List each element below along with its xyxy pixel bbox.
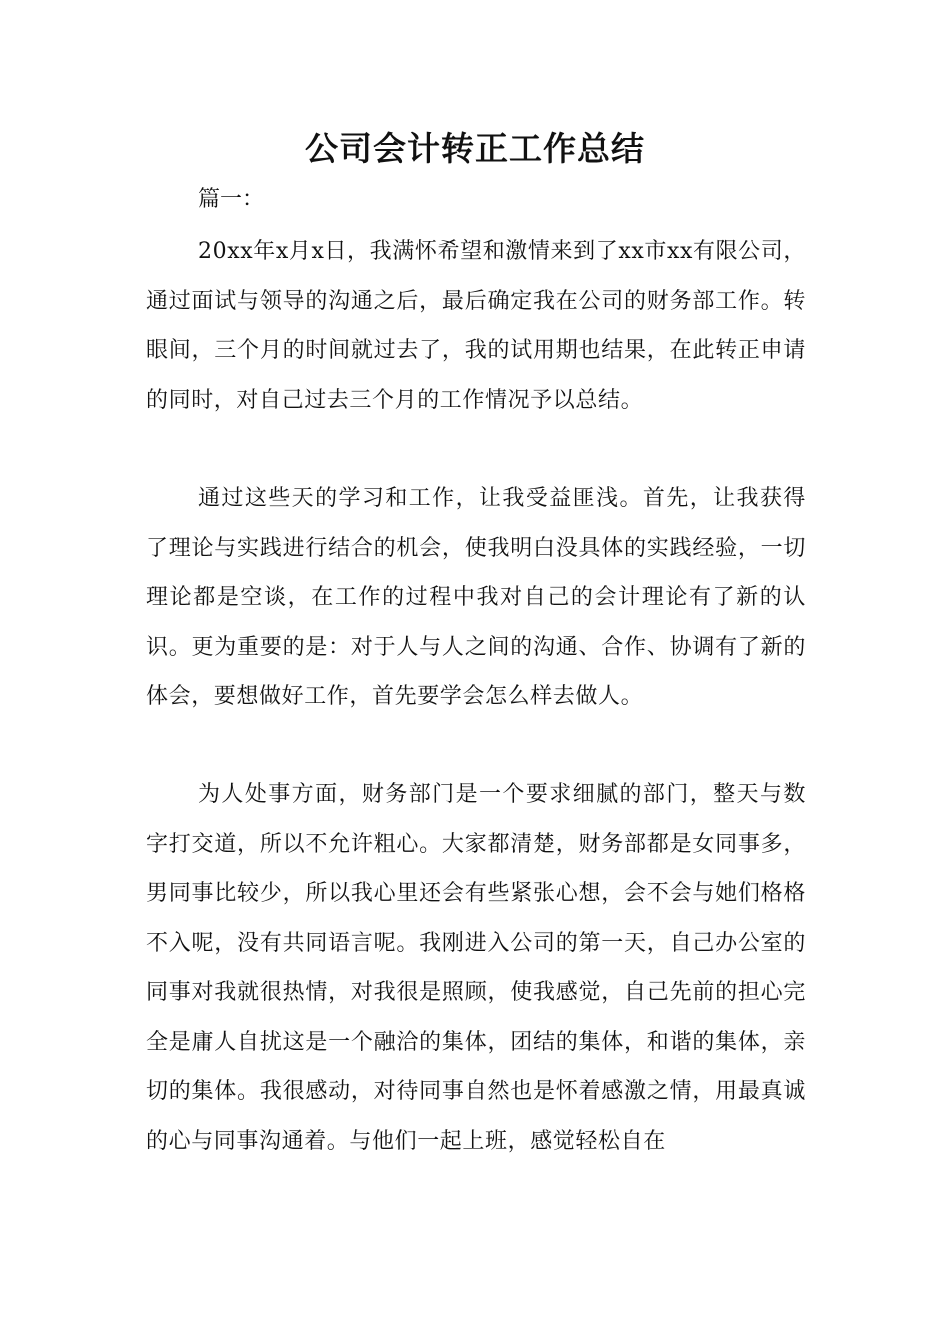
section-label: 篇一： [198, 187, 265, 212]
document-title: 公司会计转正工作总结 [305, 129, 645, 168]
paragraph-1: 20xx年x月x日，我满怀希望和激情来到了xx市xx有限公司，通过面试与领导的沟通之后，最后确定我在公司的财务部工作。转眼间，三个月的时间就过去了，我的试用期也结果，在此转正申请的同时，对自己过去三个月的工作情况予以总结。 [146, 239, 806, 413]
paragraph-3: 为人处事方面，财务部门是一个要求细腻的部门，整天与数字打交道，所以不允许粗心。大家都清楚，财务部都是女同事多，男同事比较少，所以我心里还会有些紧张心想，会不会与她们格格不入呢，没有共同语言呢。我刚进入公司的第一天，自己办公室的同事对我就很热情，对我很是照顾，使我感觉，自己先前的担心完全是庸人自扰这是一个融洽的集体，团结的集体，和谐的集体，亲切的集体。我很感动，对待同事自然也是怀着感激之情，用最真诚的心与同事沟通着。与他们一起上班，感觉轻松自在 [146, 782, 806, 1154]
paragraph-2: 通过这些天的学习和工作，让我受益匪浅。首先，让我获得了理论与实践进行结合的机会，使我明白没具体的实践经验，一切理论都是空谈，在工作的过程中我对自己的会计理论有了新的认识。更为重要的是：对于人与人之间的沟通、合作、协调有了新的体会，要想做好工作，首先要学会怎么样去做人。 [146, 486, 806, 709]
